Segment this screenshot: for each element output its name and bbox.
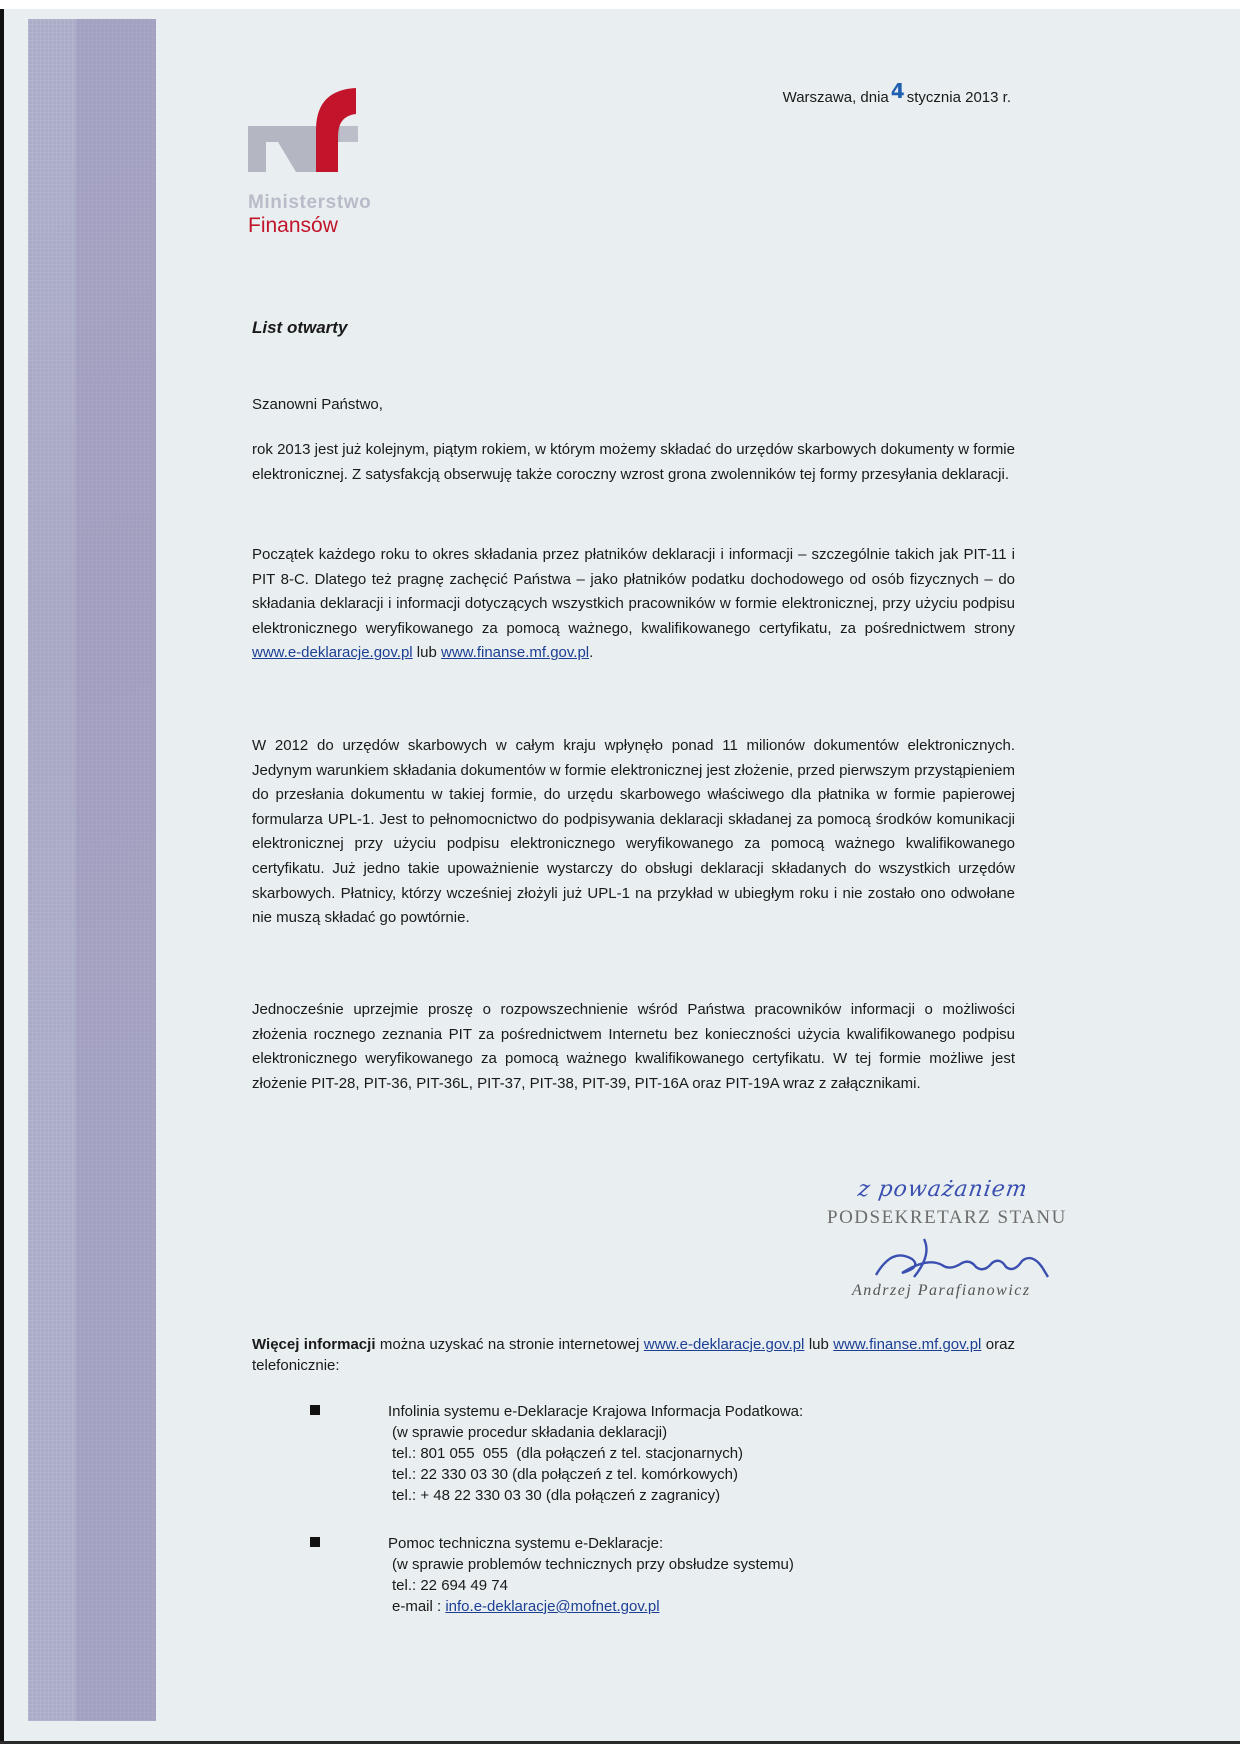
letter-title: List otwarty <box>252 318 348 337</box>
date-suffix: stycznia 2013 r. <box>906 89 1011 106</box>
paragraph-2-text: Początek każdego roku to okres składania przez płatników deklaracji i informacji – szczególnie takich jak PIT-11 i PIT 8-C. Dlatego też pragnę zachęcić Państwa – jako płatników podatku dochodowego od osób fizycznych – do składania deklaracji i informacji dotyczących wszystkich pracowników w formie elektronicznej, przy użyciu podpisu elektronicznego weryfikowanego za pomocą ważnego, kwalifikowanego certyfikatu, za pośrednictwem strony <box>252 546 1015 637</box>
more-info-text1: można uzyskać na stronie internetowej <box>375 1336 644 1353</box>
date-day-handwritten: 4 <box>890 79 905 103</box>
decorative-stripe-shade <box>28 160 156 1720</box>
logo-ministry-line2: Finansów <box>248 214 338 237</box>
link-finanse-mf[interactable]: www.finanse.mf.gov.pl <box>441 644 590 662</box>
email-label: e-mail : <box>392 1598 446 1615</box>
paragraph-2-between: lub <box>412 644 441 662</box>
more-info-lead: Więcej informacji <box>252 1336 376 1353</box>
contact-email-line <box>388 1596 988 1617</box>
paragraph-1: rok 2013 jest już kolejnym, piątym rokiem, w którym możemy składać do urzędów skarbowych dokumenty w formie elektronicznej. Z satysfakcją obserwuję także coroczny wzrost grona zwolenników tej formy przesyłania deklaracji. <box>252 441 1015 483</box>
link-e-deklaracje-footer[interactable]: www.e-deklaracje.gov.pl <box>643 1336 805 1353</box>
signatory-name-stamp: Andrzej Parafianowicz <box>852 1282 1031 1299</box>
contact-phone-landline: tel.: 801 055 055 (dla połączeń z tel. stacjonarnych) <box>392 1445 744 1462</box>
more-info-text3: oraz telefonicznie: <box>252 1336 1015 1374</box>
logo-ministry-line1: Ministerstwo <box>248 192 372 213</box>
signatory-title-stamp: PODSEKRETARZ STANU <box>827 1207 1067 1228</box>
contact-phone: tel.: 22 694 49 74 <box>392 1577 508 1594</box>
contact-title: Infolinia systemu e-Deklaracje Krajowa Informacja Podatkowa: <box>388 1403 804 1420</box>
paragraph-4: Jednocześnie uprzejmie proszę o rozpowszechnienie wśród Państwa pracowników informacji o możliwości złożenia rocznego zeznania PIT za pośrednictwem Internetu bez konieczności użycia kwalifikowanego podpisu elektronicznego weryfikowanego za pomocą ważnego kwalifikowanego certyfikatu. W tej formie możliwe jest złożenie PIT-28, PIT-36, PIT-36L, PIT-37, PIT-38, PIT-39, PIT-16A oraz PIT-19A wraz z załącznikami. <box>252 1001 1015 1092</box>
contact-phone-mobile: tel.: 22 330 03 30 (dla połączeń z tel. komórkowych) <box>392 1466 739 1483</box>
paragraph-2 <box>252 543 1015 666</box>
letter-greeting: Szanowni Państwo, <box>252 396 383 413</box>
square-bullet-icon <box>310 1537 320 1547</box>
more-info-paragraph <box>252 1334 1015 1376</box>
date-prefix: Warszawa, dnia <box>782 89 889 106</box>
handwritten-closing: z poważaniem <box>856 1177 1030 1202</box>
signature-scribble-icon <box>872 1237 1062 1287</box>
letter-date <box>782 79 1011 107</box>
link-finanse-mf-footer[interactable]: www.finanse.mf.gov.pl <box>833 1336 982 1353</box>
signature-block <box>780 1165 1180 1325</box>
paragraph-3: W 2012 do urzędów skarbowych w całym kraju wpłynęło ponad 11 milionów dokumentów elektronicznych. Jedynym warunkiem składania dokumentów w formie elektronicznej jest złożenie, przed pierwszym przystąpieniem do przesłania dokumentu w takiej formie, do urzędu skarbowego właściwego dla płatnika w formie papierowej formularza UPL-1. Jest to pełnomocnictwo do podpisywania deklaracji składanej za pomocą środków komunikacji elektronicznej przy użyciu podpisu elektronicznego weryfikowanego za pomocą ważnego kwalifikowanego certyfikatu. Już jedno takie upoważnienie wystarczy do obsługi deklaracji składanych do wszystkich urzędów skarbowych. Płatnicy, którzy wcześniej złożyli już UPL-1 na przykład w ubiegłym roku i nie zostało ono odwołane nie muszą składać go powtórnie. <box>252 737 1015 927</box>
scan-left-edge <box>0 9 4 1749</box>
contact-subtitle: (w sprawie problemów technicznych przy obsłudze systemu) <box>392 1556 794 1573</box>
contact-phone-abroad: tel.: + 48 22 330 03 30 (dla połączeń z zagranicy) <box>392 1487 721 1504</box>
scan-bottom-margin <box>0 1744 1240 1754</box>
link-e-deklaracje[interactable]: www.e-deklaracje.gov.pl <box>252 644 413 662</box>
paragraph-2-end: . <box>589 644 594 662</box>
email-link[interactable]: info.e-deklaracje@mofnet.gov.pl <box>445 1598 660 1615</box>
contact-subtitle: (w sprawie procedur składania deklaracji) <box>392 1424 668 1441</box>
contact-title: Pomoc techniczna systemu e-Deklaracje: <box>388 1535 664 1552</box>
more-info-text2: lub <box>804 1336 834 1353</box>
square-bullet-icon <box>310 1405 320 1415</box>
scan-top-margin <box>0 0 1240 9</box>
